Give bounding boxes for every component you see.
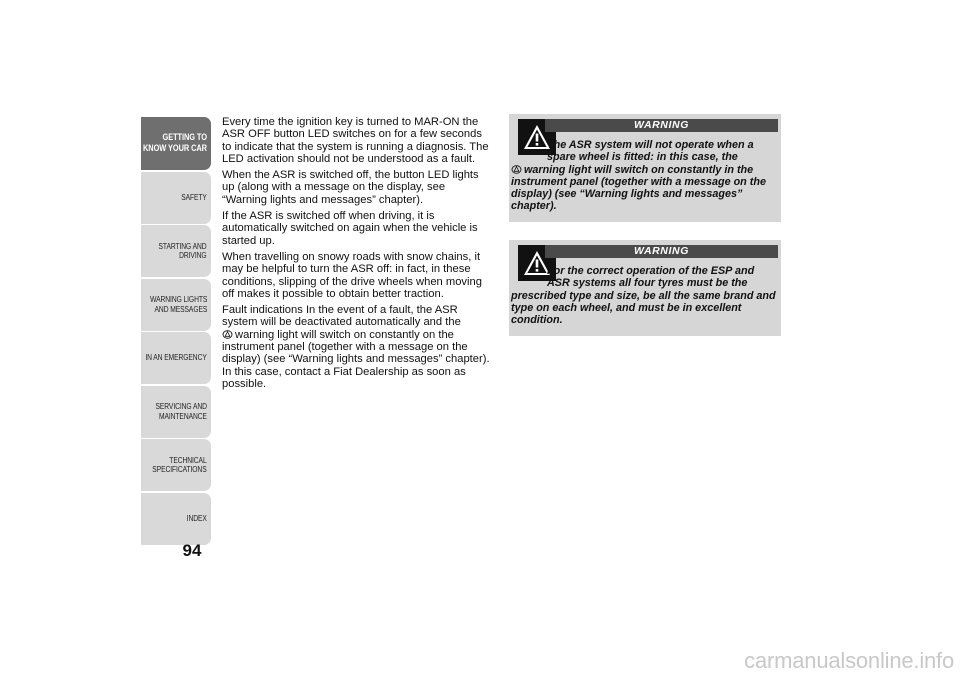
tab-starting-and-driving[interactable] (141, 225, 211, 277)
paragraph: If the ASR is switched off when driving, it is automatically switched on again when the vehicle is started up. (222, 210, 478, 247)
tab-label-line1: SERVICING AND (155, 401, 207, 411)
tab-label-line1: TECHNICAL (169, 454, 207, 465)
paragraph (222, 304, 492, 390)
warning-line: ASR systems all four tyres must be the (547, 277, 748, 290)
paragraph: When the ASR is switched off, the button LED lights up (along with a message on the display, see “Warning lights and messages” chapter). (222, 169, 479, 206)
tab-warning-lights-and-messages[interactable] (141, 279, 211, 331)
tab-index[interactable] (141, 493, 211, 545)
warning-line: spare wheel is fitted: in this case, the (547, 151, 738, 164)
warning-title: WARNING (545, 245, 778, 258)
asr-warning-light-icon (222, 330, 233, 339)
tab-label-line1: GETTING TO (162, 132, 207, 143)
tab-in-an-emergency[interactable] (141, 332, 211, 384)
watermark: carmanualsonline.info (744, 648, 954, 673)
tab-label-line2: DRIVING (179, 250, 207, 260)
warning-line: For the correct operation of the ESP and (547, 265, 755, 277)
page-number: 94 (182, 541, 202, 560)
tab-label-line1: STARTING AND (159, 240, 207, 251)
tab-getting-to-know-your-car[interactable] (141, 117, 211, 170)
tab-label-line1: SAFETY (181, 191, 207, 202)
warning-line: The ASR system will not operate when a (547, 139, 754, 151)
asr-warning-light-icon (511, 165, 522, 174)
tab-safety[interactable] (141, 172, 211, 224)
tab-label-line2: MAINTENANCE (159, 410, 207, 421)
warning-title: WARNING (545, 119, 778, 132)
paragraph-part: Fault indications In the event of a fault, the ASR system will be deactivated automatically and the (222, 304, 461, 329)
paragraph: When travelling on snowy roads with snow chains, it may be helpful to turn the ASR off: in fact, in these conditions, slipping of the drive wheels when moving off makes it possible to obtain better traction. (222, 250, 482, 300)
tab-label-line2: AND MESSAGES (154, 303, 207, 314)
tab-label-line2: SPECIFICATIONS (152, 464, 207, 474)
tab-label-line1: IN AN EMERGENCY (145, 352, 207, 363)
paragraph-part: warning light will switch on constantly on the instrument panel (together with a message on the display) (see “Warning lights and messages” chapter). In this case, contact a Fiat Dealership as soon as possible. (222, 328, 490, 390)
tab-label-line2: KNOW YOUR CAR (143, 142, 207, 154)
tab-label-line1: WARNING LIGHTS (149, 294, 207, 304)
warning-text: warning light will switch on constantly in the instrument panel (together with a message on the display) (see “Warning lights and messages” chapter). (511, 163, 766, 213)
paragraph: Every time the ignition key is turned to MAR-ON the ASR OFF button LED switches on for a few seconds to indicate that the system is running a diagnosis. The LED activation should not be understood as a fault. (222, 116, 489, 165)
warning-text: prescribed type and size, be all the same brand and type on each wheel, and must be in excellent condition. (511, 289, 776, 327)
body-text (222, 116, 492, 394)
tab-servicing-and-maintenance[interactable] (141, 386, 211, 438)
tab-label-line1: INDEX (186, 512, 207, 523)
section-tabs (141, 117, 211, 546)
tab-technical-specifications[interactable] (141, 439, 211, 491)
